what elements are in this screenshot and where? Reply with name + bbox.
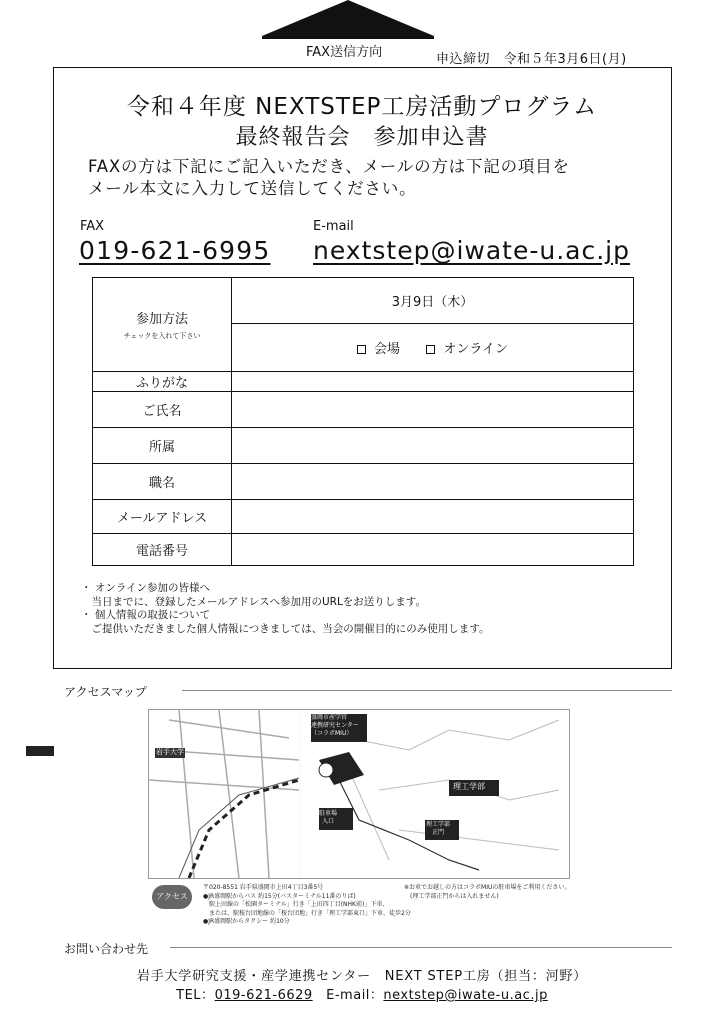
deadline: 申込締切 令和５年3月6日(月) — [436, 52, 627, 67]
tel-label: TEL： — [176, 988, 215, 1003]
access-map-title: アクセスマップ — [64, 685, 147, 699]
phone-label: 電話番号 — [93, 534, 232, 566]
affiliation-field[interactable] — [232, 428, 634, 464]
access-badge: アクセス — [152, 885, 192, 909]
email-label: E-mail — [313, 219, 354, 234]
participation-method-label: 参加方法 — [135, 312, 188, 327]
furigana-field[interactable] — [232, 372, 634, 392]
event-date-cell — [232, 278, 634, 324]
map-label-parking: 駐車場 入口 — [319, 810, 338, 825]
map-drawing — [149, 710, 569, 878]
fax-direction-label: FAX送信方向 — [306, 45, 383, 60]
check-instruction: チェックを入れて下さい — [123, 332, 201, 340]
divider — [182, 690, 672, 691]
inquiry-contact — [0, 984, 724, 1003]
tel-number: 019-621-6629 — [214, 988, 313, 1003]
inquiry-organization: 岩手大学研究支援・産学連携センター NEXT STEP工房（担当：河野） — [136, 969, 588, 984]
venue-checkbox[interactable] — [357, 345, 366, 354]
parking-note: ※お車でお越しの方はコラボMIUの駐車場をご利用ください。 (理工学部正門からは入れません) — [404, 884, 571, 900]
position-field[interactable] — [232, 464, 634, 500]
application-form-table — [92, 277, 634, 566]
name-label: ご氏名 — [93, 392, 232, 428]
notes: ・ オンライン参加の皆様へ 当日までに、登録したメールアドレスへ参加用のURLをお送りします。 ・ 個人情報の取扱について ご提供いただきました個人情報につきましては、当会の開催目的にのみ使用します。 — [81, 582, 490, 635]
online-checkbox[interactable] — [426, 345, 435, 354]
venue-option-label: 会場 — [374, 342, 401, 357]
name-field[interactable] — [232, 392, 634, 428]
fax-direction-arrow-icon — [262, 0, 434, 36]
event-date: 3月9日（木） — [391, 295, 474, 310]
participation-method-cell — [93, 278, 232, 372]
method-options-cell — [232, 324, 634, 372]
online-option-label: オンライン — [443, 342, 508, 357]
email-field[interactable] — [232, 500, 634, 534]
map-label-faculty: 理工学部 — [453, 782, 485, 791]
inquiry-email-label: E-mail： — [312, 988, 384, 1003]
furigana-label: ふりがな — [93, 372, 232, 392]
email-address-link[interactable]: nextstep@iwate-u.ac.jp — [313, 236, 630, 265]
map-label-university — [26, 746, 54, 756]
inquiry-title: お問い合わせ先 — [64, 942, 149, 956]
access-directions: 〒020-8551 岩手県盛岡市上田4丁目3番5号 ●JR盛岡駅からバス 約15分(バスターミナル11番のりば) 駅上田線の「松園ターミナル」行き「上田四丁目(NHK前)」下車、 または、駅桜台団地線の「桜台団地」行き「理工学部東口」下車、徒歩2分 ●JR盛岡駅からタクシー 約10分 — [203, 884, 411, 925]
page-subtitle: 最終報告会 参加申込書 — [235, 125, 489, 150]
map-label-university-text: 岩手大学 — [156, 748, 184, 756]
fax-number: 019-621-6995 — [79, 236, 271, 265]
map-label-gate: 理工学部 正門 — [426, 821, 451, 836]
email-field-label: メールアドレス — [93, 500, 232, 534]
instructions: FAXの方は下記にご記入いただき、メールの方は下記の項目を メール本文に入力して送信してください。 — [88, 157, 570, 198]
position-label: 職名 — [93, 464, 232, 500]
divider — [262, 36, 434, 39]
access-map — [148, 709, 570, 879]
fax-label: FAX — [80, 219, 105, 234]
divider — [170, 947, 672, 948]
phone-field[interactable] — [232, 534, 634, 566]
page-title: 令和４年度 NEXTSTEP工房活動プログラム — [126, 94, 598, 120]
inquiry-email-link[interactable]: nextstep@iwate-u.ac.jp — [383, 988, 548, 1003]
map-label-building: 盛岡市産学官 連携研究センター （コラボMIU） — [311, 714, 359, 737]
affiliation-label: 所属 — [93, 428, 232, 464]
